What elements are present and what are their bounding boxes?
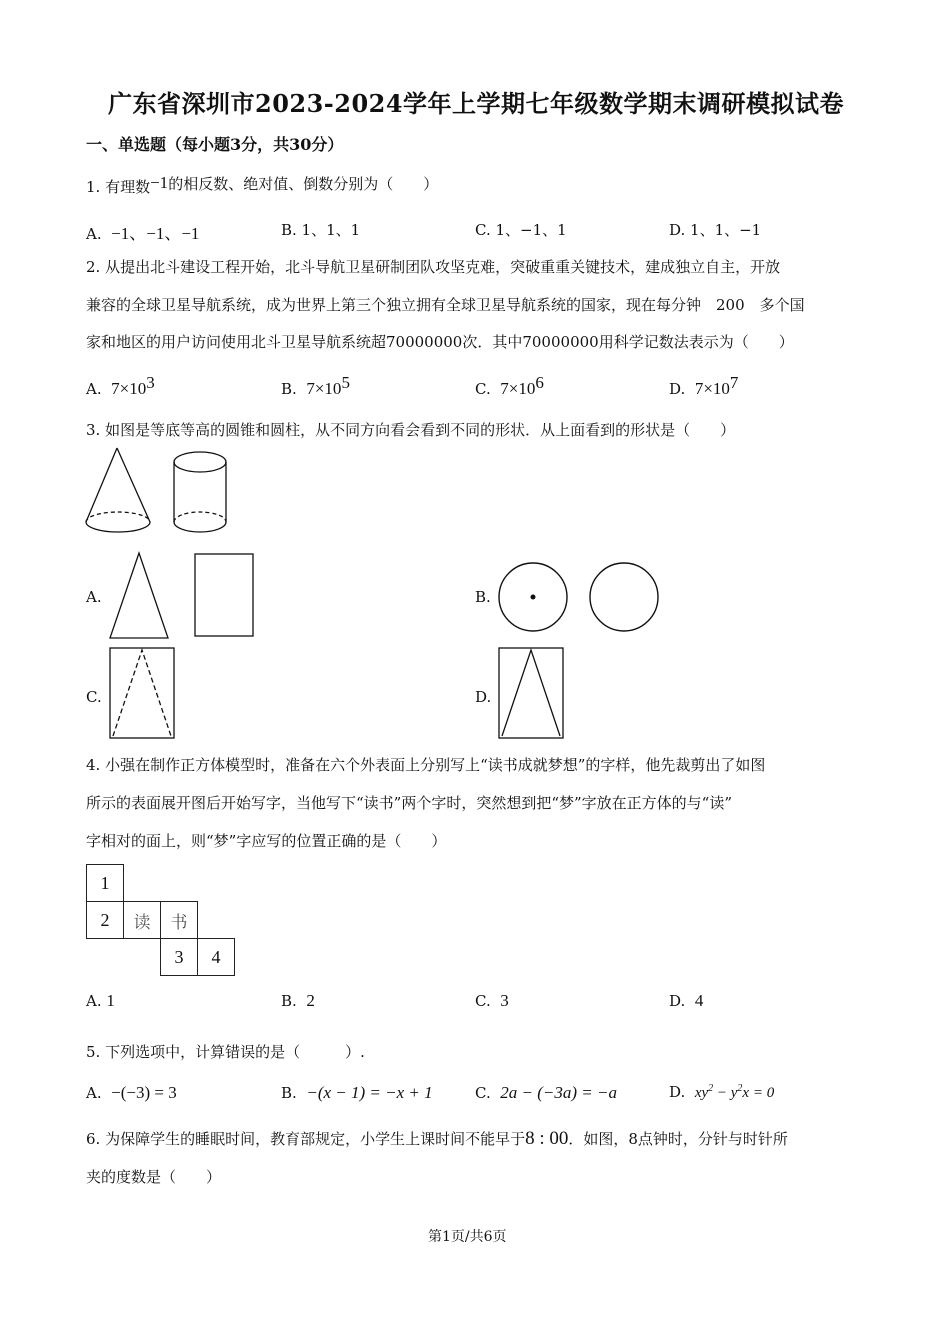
option-base: 7×10 bbox=[500, 379, 536, 398]
term-xy: xy bbox=[694, 1085, 709, 1101]
q4-option-a[interactable] bbox=[86, 991, 115, 1011]
option-base: 7×10 bbox=[694, 379, 730, 398]
q3-option-b-figure bbox=[497, 562, 667, 634]
net-cell-1: 1 bbox=[86, 864, 124, 902]
question-5: 5. 下列选项中，计算错误的是（ ）. bbox=[86, 1043, 365, 1061]
option-label: A. bbox=[86, 992, 102, 1010]
q3-option-d-label[interactable]: D. bbox=[475, 688, 492, 706]
question-2-line-3: 家和地区的用户访问使用北斗卫星导航系统超70000000次．其中70000000用科学记数法表示为（ ） bbox=[86, 333, 794, 351]
option-label: C. bbox=[475, 992, 491, 1010]
option-value: −(−3) = 3 bbox=[111, 1083, 177, 1102]
option-label: D. bbox=[669, 1083, 686, 1101]
q6-text-before-time: 6. 为保障学生的睡眠时间，教育部规定，小学生上课时间不能早于 bbox=[86, 1130, 526, 1148]
q2-option-c[interactable] bbox=[475, 373, 544, 399]
option-value: −1、−1、−1 bbox=[111, 224, 200, 243]
term-x: x = 0 bbox=[742, 1085, 775, 1101]
net-cell-read: 读 bbox=[123, 901, 161, 939]
question-6-line-2: 夹的度数是（ ） bbox=[86, 1168, 222, 1186]
option-label: A. bbox=[86, 1084, 102, 1102]
q4-option-d[interactable] bbox=[669, 991, 703, 1011]
option-base: 7×10 bbox=[306, 379, 342, 398]
option-value: 2a − (−3a) = −a bbox=[500, 1083, 617, 1102]
q1-option-a[interactable] bbox=[86, 219, 199, 244]
option-label: D. bbox=[669, 380, 686, 398]
option-value: −(x − 1) = −x + 1 bbox=[306, 1083, 433, 1102]
option-value bbox=[695, 1085, 774, 1101]
q3-option-d-figure bbox=[497, 646, 567, 742]
exponent: 2 bbox=[708, 1083, 714, 1094]
option-label: D. bbox=[669, 992, 686, 1010]
net-cell-2: 2 bbox=[86, 901, 124, 939]
q2-option-d[interactable] bbox=[669, 373, 738, 399]
q1-prefix: 1. 有理数 bbox=[86, 178, 151, 196]
q2-option-a[interactable] bbox=[86, 373, 155, 399]
option-exponent: 5 bbox=[341, 373, 350, 392]
question-4-line-2: 所示的表面展开图后开始写字，当他写下“读书”两个字时，突然想到把“梦”字放在正方体的与“读” bbox=[86, 794, 733, 812]
cone-cylinder-figure bbox=[84, 446, 229, 542]
center-dot bbox=[531, 595, 536, 600]
rectangle-shape bbox=[499, 648, 563, 738]
question-2-line-2: 兼容的全球卫星导航系统，成为世界上第三个独立拥有全球卫星导航系统的国家，现在每分钟 200 多个国 bbox=[86, 296, 805, 314]
rectangle-shape bbox=[110, 648, 174, 738]
q3-option-c-label[interactable]: C. bbox=[86, 688, 102, 706]
q4-option-b[interactable] bbox=[281, 991, 315, 1011]
option-value: 2 bbox=[306, 991, 315, 1010]
q2-option-b[interactable] bbox=[281, 373, 350, 399]
q1-suffix: 的相反数、绝对值、倒数分别为（ ） bbox=[168, 175, 439, 193]
option-label: A. bbox=[86, 380, 102, 398]
term-y: − y bbox=[713, 1085, 738, 1101]
net-cell-3: 3 bbox=[160, 938, 198, 976]
section-heading: 一、单选题（每小题3分，共30分） bbox=[86, 135, 344, 154]
q3-option-c-figure bbox=[108, 646, 178, 742]
q6-time: 8 : 00 bbox=[525, 1128, 569, 1149]
q4-option-c[interactable] bbox=[475, 991, 509, 1011]
option-label: A. bbox=[86, 225, 102, 243]
q5-option-b[interactable] bbox=[281, 1083, 433, 1103]
solid-triangle bbox=[502, 650, 560, 736]
option-value: 4 bbox=[694, 991, 704, 1010]
option-label: B. bbox=[281, 992, 297, 1010]
cylinder-drawing bbox=[174, 452, 226, 532]
option-label: C. bbox=[475, 1084, 491, 1102]
rectangle-shape bbox=[195, 554, 253, 636]
q5-option-c[interactable] bbox=[475, 1083, 617, 1103]
q5-option-d[interactable] bbox=[669, 1083, 774, 1102]
net-cell-book: 书 bbox=[160, 901, 198, 939]
question-4-line-3: 字相对的面上，则“梦”字应写的位置正确的是（ ） bbox=[86, 832, 447, 850]
exponent: 2 bbox=[737, 1083, 743, 1094]
option-exponent: 3 bbox=[146, 373, 155, 392]
question-6-line-1 bbox=[86, 1128, 788, 1150]
cone-drawing bbox=[86, 448, 150, 532]
option-exponent: 6 bbox=[535, 373, 544, 392]
page-footer: 第1页/共6页 bbox=[428, 1229, 507, 1245]
question-2-line-1: 2. 从提出北斗建设工程开始，北斗导航卫星研制团队攻坚克难，突破重重关键技术，建成独立自主，开放 bbox=[86, 258, 781, 276]
option-label: B. bbox=[281, 1084, 297, 1102]
q1-option-d[interactable]: D. 1、1、−1 bbox=[669, 221, 762, 239]
q3-option-a-figure bbox=[108, 552, 256, 640]
option-label: B. bbox=[281, 380, 297, 398]
option-base: 7×10 bbox=[111, 379, 147, 398]
question-1 bbox=[86, 173, 439, 197]
q1-option-c[interactable]: C. 1、−1、1 bbox=[475, 221, 567, 239]
question-3: 3. 如图是等底等高的圆锥和圆柱，从不同方向看会看到不同的形状．从上面看到的形状是（ ） bbox=[86, 421, 736, 439]
dashed-triangle bbox=[113, 650, 171, 736]
q1-number: −1 bbox=[150, 173, 169, 192]
q3-option-b-label[interactable]: B. bbox=[475, 588, 491, 606]
q5-option-a[interactable] bbox=[86, 1083, 177, 1103]
q1-option-b[interactable]: B. 1、1、1 bbox=[281, 221, 361, 239]
option-value: 3 bbox=[500, 991, 509, 1010]
option-label: C. bbox=[475, 380, 491, 398]
question-4-line-1: 4. 小强在制作正方体模型时，准备在六个外表面上分别写上“读书成就梦想”的字样，他先裁剪出了如图 bbox=[86, 756, 766, 774]
circle-shape bbox=[590, 563, 658, 631]
q6-text-after-time: ．如图，8点钟时，分针与时针所 bbox=[568, 1130, 788, 1148]
page-title: 广东省深圳市2023-2024学年上学期七年级数学期末调研模拟试卷 bbox=[108, 89, 845, 118]
triangle-shape bbox=[110, 553, 168, 638]
option-value: 1 bbox=[106, 991, 115, 1010]
net-cell-4: 4 bbox=[197, 938, 235, 976]
q3-option-a-label[interactable]: A. bbox=[86, 588, 102, 606]
option-exponent: 7 bbox=[729, 373, 739, 392]
